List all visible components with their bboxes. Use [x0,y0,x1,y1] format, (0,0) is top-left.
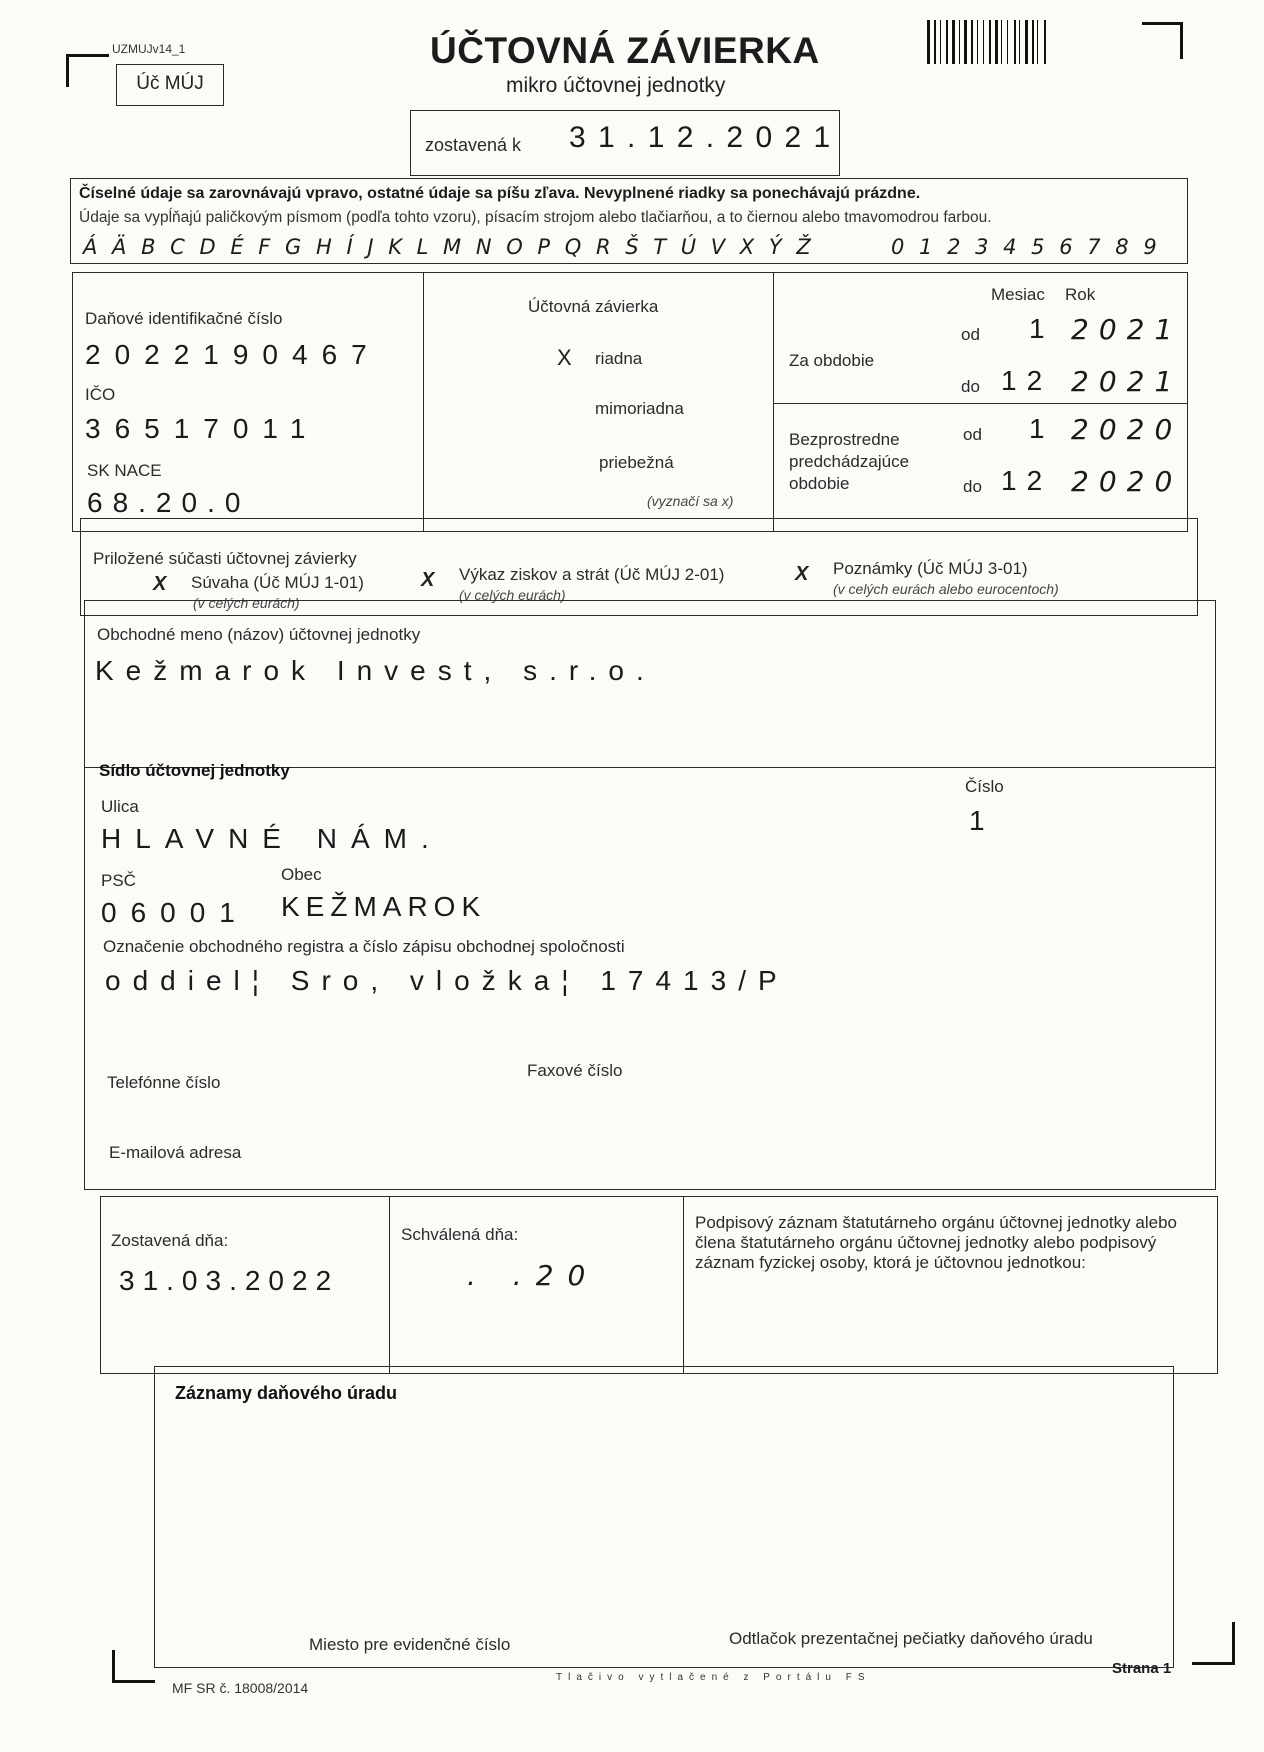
barcode-bar [1029,20,1030,64]
previous-from-month: 1 [1029,413,1045,444]
email-label: E-mailová adresa [109,1143,242,1162]
register-label: Označenie obchodného registra a číslo zápisu obchodnej spoločnosti [103,937,625,956]
tax-office-label: Záznamy daňového úradu [175,1383,398,1403]
barcode-bar [934,20,936,64]
barcode-bar [992,20,993,64]
month-label: Mesiac [991,285,1045,304]
zip-value: 06001 [101,897,249,928]
barcode-bar [927,20,930,64]
barcode-bar [977,20,978,64]
tax-office-block [154,1366,1174,1668]
form-box-label: Úč MÚJ [136,73,204,94]
barcode-bar [1032,20,1034,64]
statement-note: (vyznačí sa x) [647,493,734,509]
barcode-bar [932,20,933,64]
ico-label: IČO [85,385,116,404]
compiled-label: zostavená k [425,135,522,155]
number-label: Číslo [965,777,1004,796]
barcode-bar [952,20,955,64]
balance-sheet-label: Súvaha (Úč MÚJ 1-01) [191,573,364,592]
barcode-bar [1047,20,1048,64]
registry-number-label: Miesto pre evidenčné číslo [309,1635,511,1654]
zip-label: PSČ [101,871,136,890]
balance-sheet-note: (v celých eurách) [193,595,300,611]
statement-interim-label: priebežná [599,453,674,472]
barcode-bar [983,20,984,64]
income-statement-label: Výkaz ziskov a strát (Úč MÚJ 2-01) [459,565,725,584]
dates-block [100,1196,1218,1374]
fax-label: Faxové číslo [527,1061,623,1080]
form-code: UZMUJv14_1 [112,42,186,56]
barcode-bar [946,20,948,64]
balance-sheet-mark: X [153,573,167,595]
ministry-code: MF SR č. 18008/2014 [172,1680,309,1696]
barcode-bar [1037,20,1038,64]
instructions-box [70,178,1188,264]
stamp-label: Odtlačok prezentačnej pečiatky daňového úradu [729,1629,1093,1648]
barcode-bar [1014,20,1016,64]
barcode-bar [1009,20,1012,64]
number-value: 1 [969,805,999,836]
barcode-bar [1044,20,1046,64]
compiled-date-box [410,110,840,176]
statement-regular-mark: X [557,345,572,370]
barcode-bar [979,20,982,64]
for-period-label: Za obdobie [789,351,875,370]
barcode-bar [959,20,960,64]
street-label: Ulica [101,797,139,816]
barcode-bar [1017,20,1018,64]
income-statement-mark: X [421,569,435,591]
year-label: Rok [1065,285,1096,304]
barcode-bar [986,20,988,64]
seat-label: Sídlo účtovnej jednotky [99,761,290,780]
city-label: Obec [281,865,322,884]
barcode-bar [1004,20,1006,64]
previous-to-year: 2020 [1071,465,1183,498]
barcode-bar [950,20,951,64]
ico-value: 36517011 [85,413,320,444]
attachments-label: Priložené súčasti účtovnej závierky [93,549,357,568]
city-value: KEŽMAROK [281,891,487,922]
register-value: oddiel¦ Sro, vložka¦ 17413/P [105,965,789,996]
barcode-bar [989,20,991,64]
company-block [84,600,1216,1190]
instructions-line-2: Údaje sa vypĺňajú paličkovým písmom (podľa tohto vzoru), písacím strojom alebo tlačiarňou, a to čiernou alebo tmavomodrou farbou. [79,209,992,226]
compiled-date: 3 1 . 1 2 . 2 0 2 1 [569,121,833,154]
statement-extraordinary-label: mimoriadna [595,399,684,418]
instructions-line-1: Číselné údaje sa zarovnávajú vpravo, ostatné údaje sa píšu zľava. Nevyplnené riadky sa ponechávajú prázdne. [79,185,921,202]
previous-to-label: do [963,477,982,496]
approved-on-value: . .20 [467,1259,600,1292]
sample-alphabet: Á Ä B C D É F G H Í J K L M N O P Q R Š T Ú V X Ý Ž [83,235,811,259]
nace-value: 68.20.0 [87,487,251,518]
corner-mark-bottom-left [112,1650,155,1683]
dic-label: Daňové identifikačné číslo [85,309,283,328]
page-title: ÚČTOVNÁ ZÁVIERKA [430,30,820,71]
barcode-bar [1019,20,1020,64]
street-value: HLAVNÉ NÁM. [101,823,443,854]
barcode-bar [969,20,970,64]
signature-label: Podpisový záznam štatutárneho orgánu účtovnej jednotky alebo člena štatutárneho orgánu účtovnej jednotky alebo podpisový záznam fyzickej osoby, ktorá je účtovnou jednotkou: [695,1213,1177,1272]
page-number: Strana 1 [1112,1660,1172,1677]
dic-value: 2022190467 [85,339,381,370]
compiled-on-value: 31.03.2022 [119,1265,340,1296]
barcode-bar [956,20,957,64]
barcode-bar [1022,20,1024,64]
statement-regular-label: riadna [595,349,643,368]
barcode-bar [1001,20,1002,64]
company-name-label: Obchodné meno (názov) účtovnej jednotky [97,625,421,644]
company-name-value: Kežmarok Invest, s.r.o. [95,655,656,686]
print-note: Tlačivo vytlačené z Portálu FS [556,1672,871,1683]
barcode-bar [974,20,975,64]
statement-type-label: Účtovná závierka [528,297,659,316]
notes-note: (v celých eurách alebo eurocentoch) [833,581,1059,597]
phone-label: Telefónne číslo [107,1073,221,1092]
barcode-bar [1035,20,1036,64]
page-subtitle: mikro účtovnej jednotky [506,74,726,97]
barcode-bar [961,20,963,64]
barcode-bar [995,20,998,64]
nace-label: SK NACE [87,461,162,480]
current-from-month: 1 [1029,313,1045,344]
barcode-bar [942,20,945,64]
corner-mark-top-left [66,54,109,87]
barcode [927,20,1109,64]
compiled-on-label: Zostavená dňa: [111,1231,229,1250]
notes-mark: X [795,563,809,585]
income-statement-note: (v celých eurách) [459,587,566,603]
current-to-month: 12 [1001,365,1053,396]
current-from-label: od [961,325,980,344]
current-from-year: 2021 [1071,313,1183,346]
previous-to-month: 12 [1001,465,1053,496]
previous-from-label: od [963,425,982,444]
notes-label: Poznámky (Úč MÚJ 3-01) [833,559,1028,578]
previous-from-year: 2020 [1071,413,1183,446]
barcode-bar [971,20,973,64]
current-to-year: 2021 [1071,365,1183,398]
current-to-label: do [961,377,980,396]
barcode-bar [940,20,941,64]
barcode-bar [1025,20,1028,64]
form-box [116,64,224,106]
identity-block [72,272,1188,532]
corner-mark-bottom-right [1192,1622,1235,1665]
barcode-bar [999,20,1000,64]
barcode-bar [1040,20,1043,64]
barcode-bar [937,20,938,64]
approved-on-label: Schválená dňa: [401,1225,519,1244]
previous-period-label: Bezprostredne predchádzajúce obdobie [789,430,910,493]
barcode-bar [1007,20,1008,64]
corner-mark-top-right [1142,22,1183,59]
sample-digits: 0 1 2 3 4 5 6 7 8 9 [891,235,1157,259]
barcode-bar [964,20,967,64]
